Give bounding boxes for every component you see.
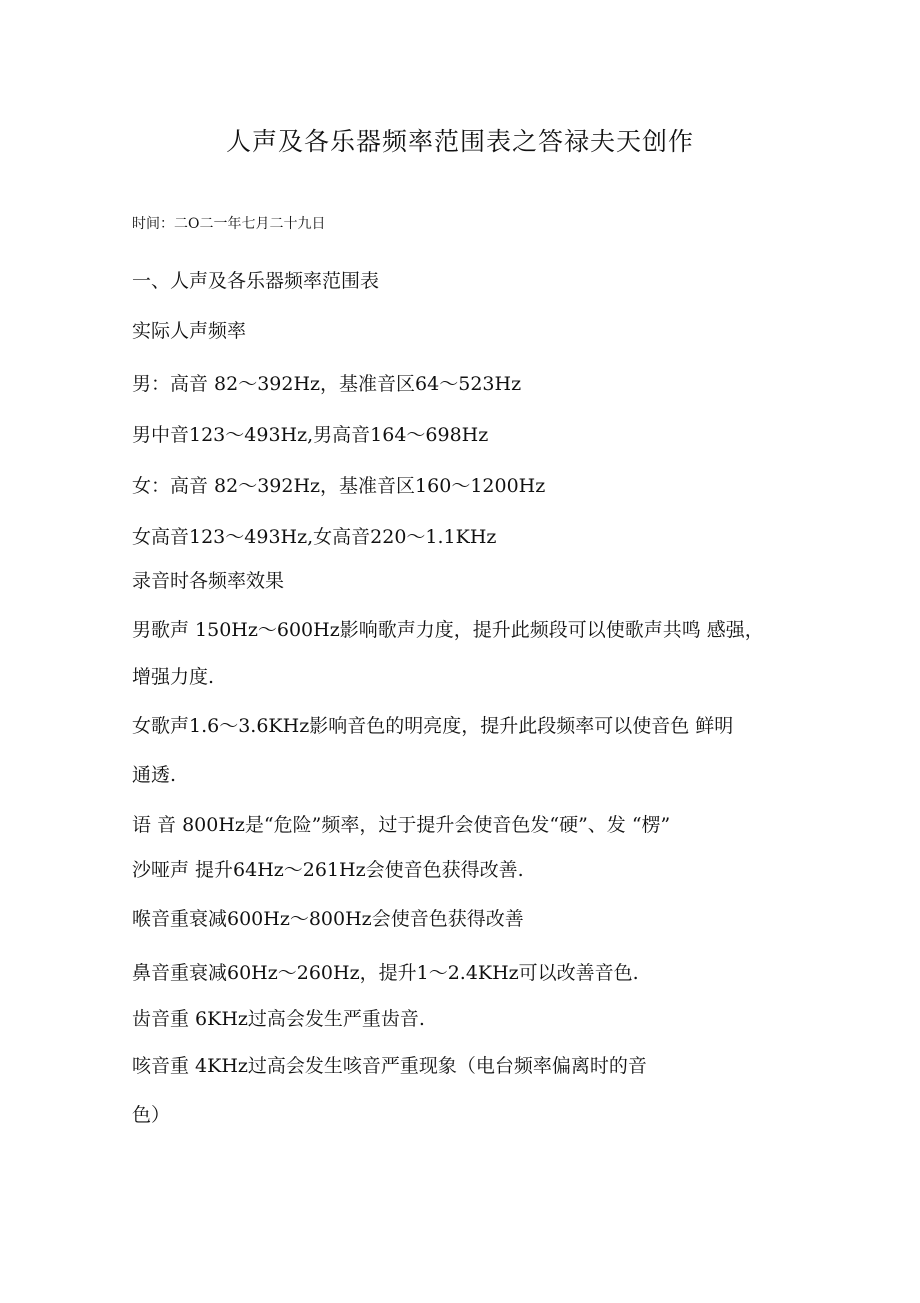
- text-line: 女：高音 82～392Hz，基准音区160～1200Hz: [132, 475, 546, 497]
- document-title: 人声及各乐器频率范围表之答禄夫天创作: [225, 127, 694, 156]
- text-line: 女歌声1.6～3.6KHz影响音色的明亮度，提升此段频率可以使音色 鲜明: [132, 715, 734, 737]
- text-line: 鼻音重衰减60Hz～260Hz，提升1～2.4KHz可以改善音色.: [132, 962, 639, 984]
- text-line: 男：高音 82～392Hz，基准音区64～523Hz: [132, 373, 522, 395]
- text-line: 语 音 800Hz是“危险”频率，过于提升会使音色发“硬”、发 “楞”: [132, 814, 671, 836]
- text-line: 增强力度.: [132, 666, 215, 688]
- text-line: 喉音重衰减600Hz～800Hz会使音色获得改善: [132, 908, 524, 930]
- text-line: 色）: [132, 1104, 171, 1126]
- text-line: 男歌声 150Hz～600Hz影响歌声力度，提升此频段可以使歌声共鸣 感强，: [132, 619, 764, 641]
- text-line: 男中音123～493Hz,男高音164～698Hz: [132, 424, 489, 446]
- subheading-voice-frequency: 实际人声频率: [132, 320, 247, 342]
- subheading-recording-effects: 录音时各频率效果: [132, 570, 285, 592]
- text-line: 女高音123～493Hz,女高音220～1.1KHz: [132, 526, 497, 548]
- text-line: 沙哑声 提升64Hz～261Hz会使音色获得改善.: [132, 859, 524, 881]
- date-line: 时间：二O二一年七月二十九日: [132, 216, 326, 232]
- text-line: 咳音重 4KHz过高会发生咳音严重现象（电台频率偏离时的音: [132, 1055, 647, 1077]
- section-heading: 一、人声及各乐器频率范围表: [132, 270, 380, 292]
- text-line: 齿音重 6KHz过高会发生严重齿音.: [132, 1008, 425, 1030]
- text-line: 通透.: [132, 764, 177, 786]
